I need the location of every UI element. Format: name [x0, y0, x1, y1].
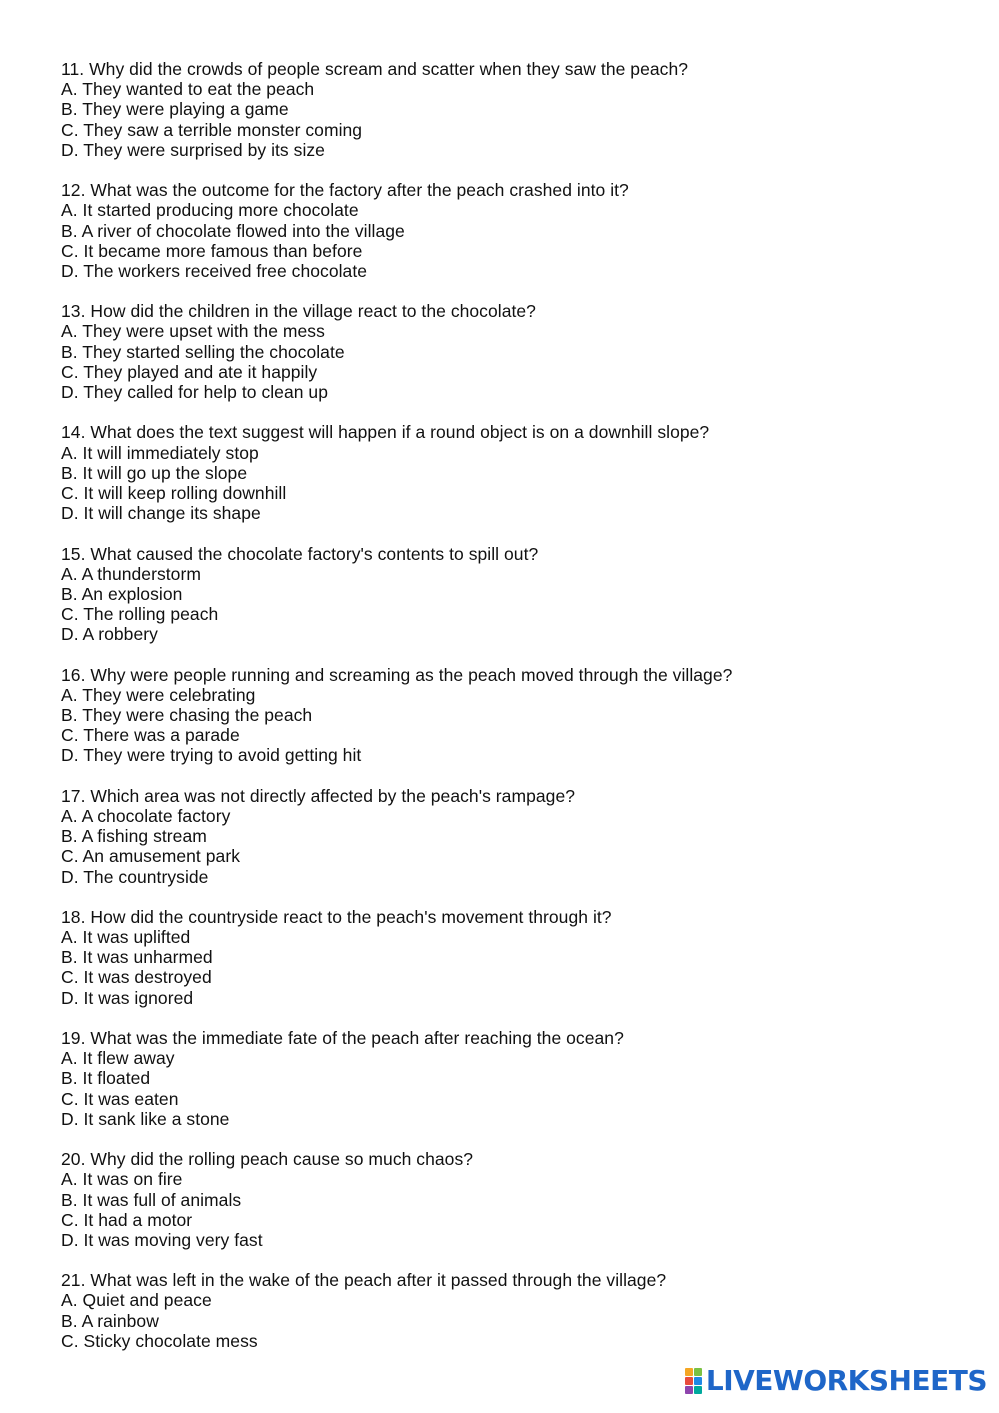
answer-option: B. An explosion	[61, 583, 183, 604]
answer-option: B. It was full of animals	[61, 1189, 242, 1210]
answer-option: D. They called for help to clean up	[61, 382, 329, 402]
logo-mark-tile	[685, 1377, 693, 1385]
question-prompt: 12. What was the outcome for the factory after the peach crashed into it?	[61, 180, 629, 201]
question-item	[61, 1028, 961, 1129]
answer-option: C. It became more famous than before	[61, 240, 363, 261]
answer-option: A. A thunderstorm	[61, 563, 201, 584]
answer-option: B. They were chasing the peach	[61, 705, 313, 725]
answer-option: C. It was destroyed	[61, 967, 212, 988]
logo-mark-tile	[685, 1386, 693, 1394]
question-item	[61, 59, 961, 160]
answer-option: C. The rolling peach	[61, 604, 219, 625]
liveworksheets-logo-icon	[685, 1368, 702, 1394]
question-prompt: 13. How did the children in the village react to the chocolate?	[61, 301, 536, 322]
answer-option: B. A rainbow	[61, 1310, 159, 1331]
question-prompt: 20. Why did the rolling peach cause so much chaos?	[61, 1149, 474, 1170]
question-prompt: 15. What caused the chocolate factory's contents to spill out?	[61, 543, 539, 564]
answer-option: A. It started producing more chocolate	[61, 200, 359, 221]
logo-mark-tile	[694, 1377, 702, 1385]
answer-option: A. They wanted to eat the peach	[61, 79, 315, 100]
answer-option: C. They played and ate it happily	[61, 361, 318, 382]
question-prompt: 14. What does the text suggest will happen if a round object is on a downhill slope?	[61, 422, 710, 443]
question-item	[61, 907, 961, 1008]
worksheet-content	[61, 59, 961, 1371]
question-prompt: 17. Which area was not directly affected by the peach's rampage?	[61, 785, 576, 806]
answer-option: B. A river of chocolate flowed into the village	[61, 220, 405, 241]
question-item	[61, 1149, 961, 1250]
answer-option: D. It sank like a stone	[61, 1108, 230, 1129]
answer-option: C. There was a parade	[61, 725, 240, 746]
question-prompt: 18. How did the countryside react to the peach's movement through it?	[61, 906, 612, 927]
answer-option: C. An amusement park	[61, 846, 240, 867]
answer-option: B. They were playing a game	[61, 99, 289, 120]
answer-option: D. It was moving very fast	[61, 1229, 263, 1250]
question-item	[61, 786, 961, 887]
question-prompt: 11. Why did the crowds of people scream and scatter when they saw the peach?	[61, 59, 689, 79]
answer-option: D. It will change its shape	[61, 503, 261, 524]
question-item	[61, 422, 961, 523]
answer-option: D. They were trying to avoid getting hit	[61, 745, 362, 766]
answer-option: A. It was on fire	[61, 1169, 183, 1190]
question-prompt: 16. Why were people running and screaming as the peach moved through the village?	[61, 664, 733, 685]
question-prompt: 19. What was the immediate fate of the peach after reaching the ocean?	[61, 1028, 624, 1048]
answer-option: A. Quiet and peace	[61, 1290, 212, 1311]
answer-option: C. They saw a terrible monster coming	[61, 119, 363, 140]
answer-option: A. They were upset with the mess	[61, 321, 325, 342]
answer-option: A. It was uplifted	[61, 927, 191, 948]
answer-option: D. The workers received free chocolate	[61, 260, 368, 281]
answer-option: A. It flew away	[61, 1048, 175, 1069]
question-item	[61, 1270, 961, 1351]
answer-option: C. Sticky chocolate mess	[61, 1330, 258, 1351]
logo-text: LIVEWORKSHEETS	[705, 1364, 987, 1397]
answer-option: C. It was eaten	[61, 1088, 179, 1109]
question-prompt: 21. What was left in the wake of the peach after it passed through the village?	[61, 1270, 667, 1291]
answer-option: A. They were celebrating	[61, 684, 256, 705]
answer-option: B. They started selling the chocolate	[61, 341, 345, 362]
question-item	[61, 665, 961, 766]
logo-mark-tile	[694, 1368, 702, 1376]
answer-option: B. A fishing stream	[61, 826, 207, 847]
question-item	[61, 180, 961, 281]
answer-option: D. They were surprised by its size	[61, 139, 325, 160]
logo-mark-tile	[694, 1386, 702, 1394]
answer-option: B. It will go up the slope	[61, 462, 248, 483]
question-item	[61, 301, 961, 402]
question-item	[61, 544, 961, 645]
answer-option: B. It floated	[61, 1068, 151, 1089]
answer-option: A. A chocolate factory	[61, 805, 231, 826]
liveworksheets-logo	[685, 1363, 987, 1399]
answer-option: D. A robbery	[61, 624, 158, 645]
answer-option: D. The countryside	[61, 866, 209, 887]
answer-option: C. It had a motor	[61, 1209, 193, 1230]
answer-option: A. It will immediately stop	[61, 442, 259, 463]
answer-option: B. It was unharmed	[61, 947, 213, 968]
answer-option: C. It will keep rolling downhill	[61, 482, 287, 503]
answer-option: D. It was ignored	[61, 987, 194, 1008]
logo-mark-tile	[685, 1368, 693, 1376]
